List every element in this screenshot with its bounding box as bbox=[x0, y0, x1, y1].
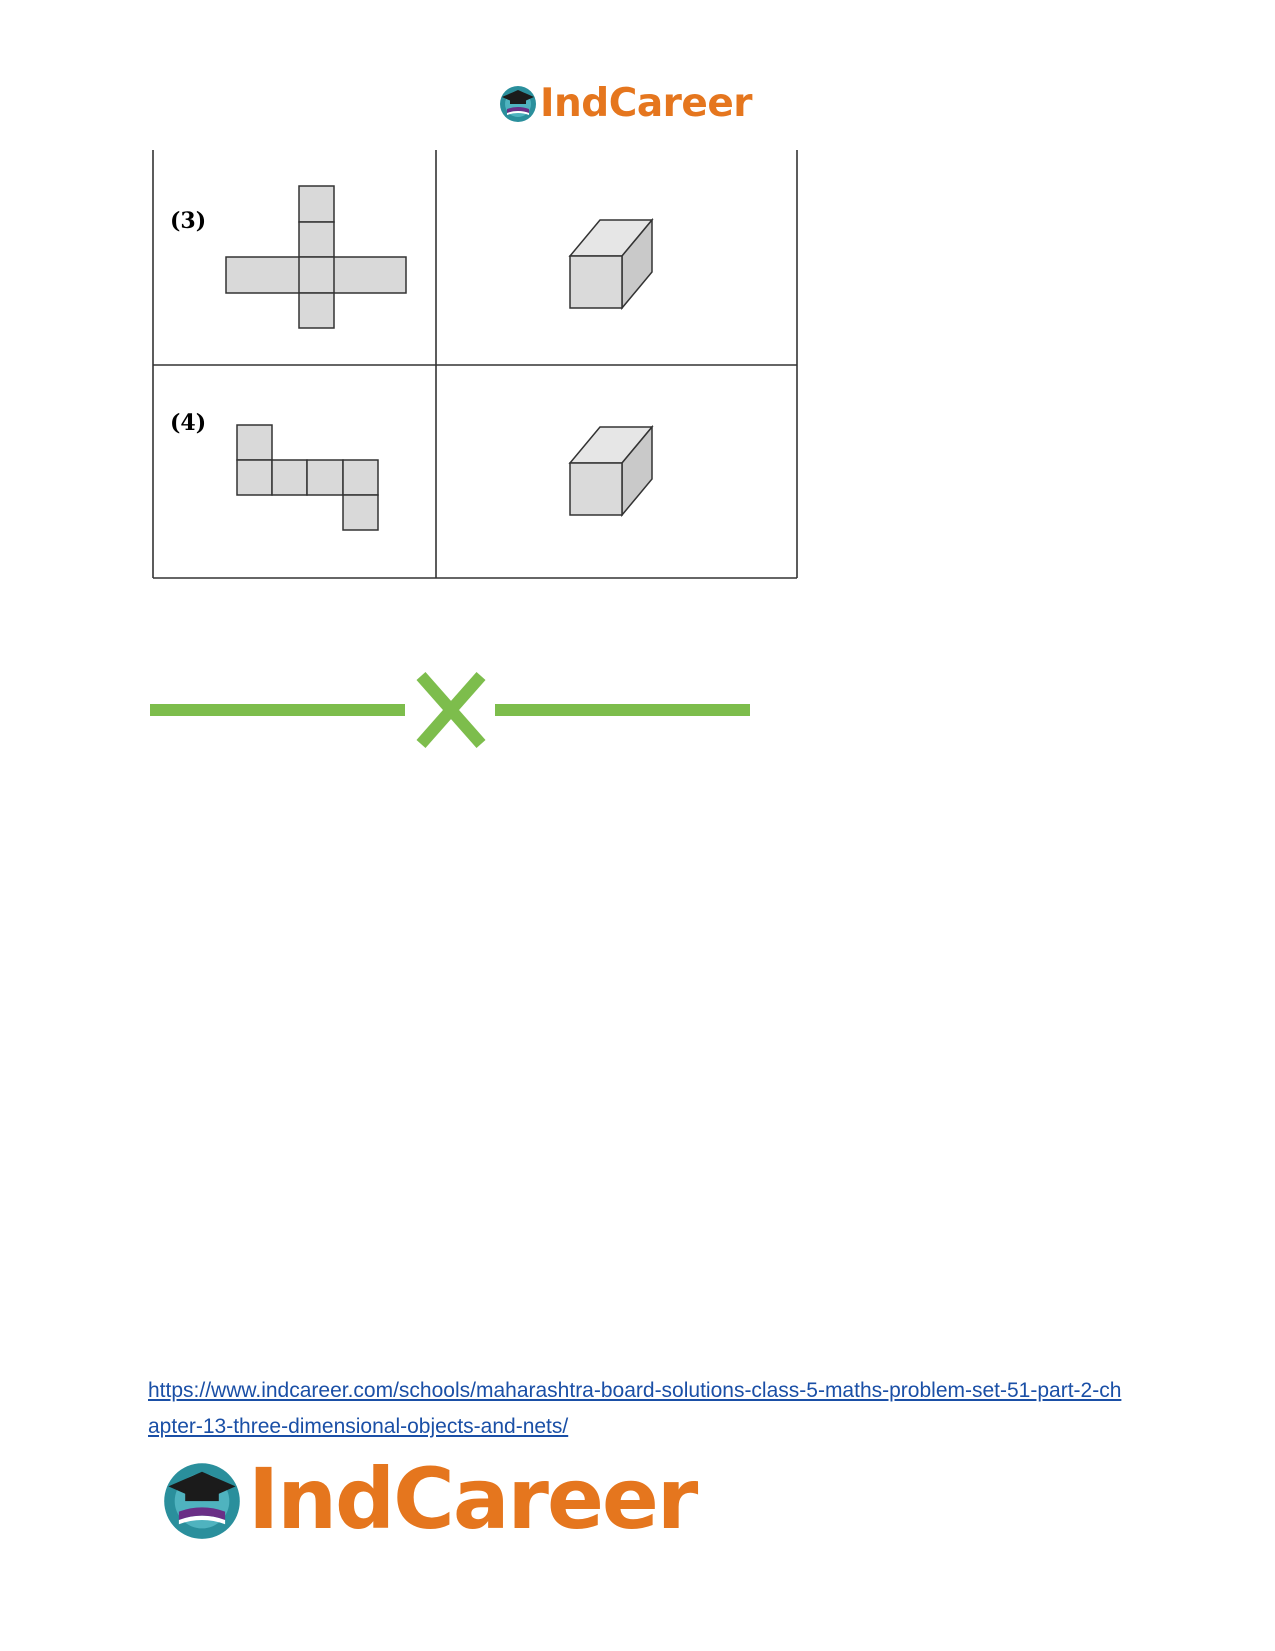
graduation-cap-globe-icon bbox=[160, 1457, 244, 1541]
section-separator bbox=[150, 670, 750, 750]
row-label-4: (4) bbox=[170, 410, 207, 436]
step-shaped-net bbox=[237, 425, 378, 530]
nets-figure-table bbox=[152, 150, 798, 580]
cuboid-solid-4 bbox=[570, 427, 652, 515]
graduation-cap-globe-icon bbox=[498, 83, 538, 123]
cuboid-solid-3 bbox=[570, 220, 652, 308]
header-logo bbox=[498, 78, 752, 128]
footer-logo bbox=[160, 1450, 697, 1548]
source-url-link[interactable]: https://www.indcareer.com/schools/maharashtra-board-solutions-class-5-maths-problem-set-51-part-2-chapter-13-three-dimensional-objects-and-nets/ bbox=[148, 1379, 1122, 1438]
close-icon bbox=[421, 676, 481, 744]
plus-shaped-net bbox=[226, 186, 406, 328]
header-logo-text: IndCareer bbox=[540, 80, 752, 126]
footer-logo-text: IndCareer bbox=[248, 1450, 697, 1548]
row-label-3: (3) bbox=[170, 208, 207, 234]
